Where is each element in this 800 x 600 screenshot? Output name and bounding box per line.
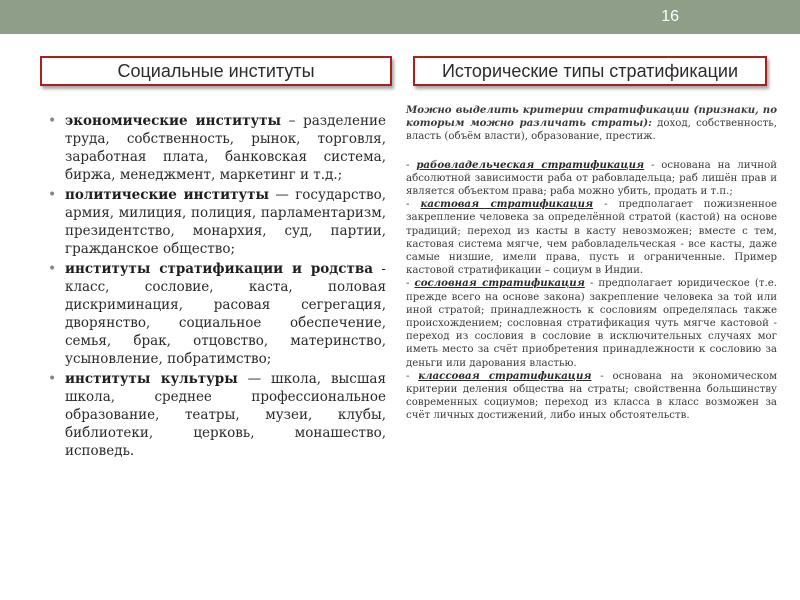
header-stratification-types: Исторические типы стратификации xyxy=(413,56,767,86)
item-term: институты культуры xyxy=(65,371,238,387)
strat-text: - основана на экономическом критерии деления общества на страты; свойственна большинству современных социумов; переход из класса в класс возможен за счёт личных достижений, либо иных обстоятельств. xyxy=(406,370,777,422)
item-separator: — xyxy=(269,187,296,203)
stratification-text xyxy=(406,104,777,423)
item-term: политические институты xyxy=(65,187,270,203)
top-bar xyxy=(0,0,800,34)
item-text: класс, сословие, каста, половая дискриминация, расовая сегрегация, дворянство, социальное обеспечение, семья, брак, отцовство, материнство, усыновление, побратимство; xyxy=(65,279,386,367)
strat-caste-paragraph xyxy=(406,198,777,277)
strat-text: - предполагает юридическое (т.е. прежде всего на основе закона) закрепление человека за той или иной стратой; принадлежность к сословиям определялась также происхождением; сословная стратификация чуть мягче кастовой - переход из сословия в сословие в исключительных случаях мог иметь место за счёт приобретения принадлежности к сословию за деньги или дарования властью. xyxy=(406,278,777,369)
list-item xyxy=(48,260,386,368)
header-social-institutions: Социальные институты xyxy=(40,56,392,86)
list-item xyxy=(48,370,386,460)
strat-estate-paragraph xyxy=(406,277,777,369)
bullet-icon: • xyxy=(48,261,57,277)
institutions-list xyxy=(48,112,386,462)
spacer xyxy=(406,144,777,159)
criteria-paragraph xyxy=(406,104,777,144)
strat-slave-paragraph xyxy=(406,159,777,199)
strat-term: рабовладельческая стратификация xyxy=(416,158,645,171)
strat-text: - предполагает пожизненное закрепление человека за определённой стратой (кастой) на основе традиций; переход из касты в касту невозможен; вместе с тем, кастовая система мягче, чем рабовладельческая - все касты, даже самые низшие, имели права, пусть и ограниченные. Пример кастовой стратификации – социум в Индии. xyxy=(406,199,777,277)
slide-number: 16 xyxy=(661,8,679,25)
item-separator: — xyxy=(237,371,272,387)
item-term: институты стратификации и родства xyxy=(65,261,373,277)
item-prefix: - xyxy=(406,199,421,211)
item-text: школа, высшая школа, среднее профессиональное образование, театры, музеи, клубы, библиотеки, церковь, монашество, исповедь. xyxy=(65,371,386,459)
list-item xyxy=(48,112,386,184)
list-item xyxy=(48,186,386,258)
strat-term: кастовая стратификация xyxy=(420,198,594,211)
item-separator: – xyxy=(281,113,304,129)
bullet-icon: • xyxy=(48,113,57,129)
item-term: экономические институты xyxy=(65,113,282,129)
criteria-lead: Можно выделить критерии стратификации (признаки, по которым можно различать страты): xyxy=(406,104,777,130)
item-prefix: - xyxy=(406,278,415,290)
bullet-icon: • xyxy=(48,371,57,387)
strat-class-paragraph xyxy=(406,370,777,423)
item-separator: - xyxy=(372,261,386,277)
strat-term: сословная стратификация xyxy=(414,277,585,290)
criteria-list: доход, собственность, власть (объём власти), образование, престиж. xyxy=(406,118,777,143)
strat-term: классовая стратификация xyxy=(418,369,592,382)
strat-text: - основана на личной абсолютной зависимости раба от рабовладельца; раб лишён прав и является объектом права; раба можно убить, продать и т.п.; xyxy=(406,159,778,198)
item-text: государство, армия, милиция, полиция, парламентаризм, президентство, монархия, суд, партии, гражданское общество; xyxy=(65,187,386,257)
bullet-icon: • xyxy=(48,187,57,203)
item-prefix: - xyxy=(406,159,417,171)
item-text: разделение труда, собственность, рынок, торговля, заработная плата, банковская система, биржа, менеджмент, маркетинг и т.д.; xyxy=(65,113,386,183)
item-prefix: - xyxy=(406,370,419,382)
